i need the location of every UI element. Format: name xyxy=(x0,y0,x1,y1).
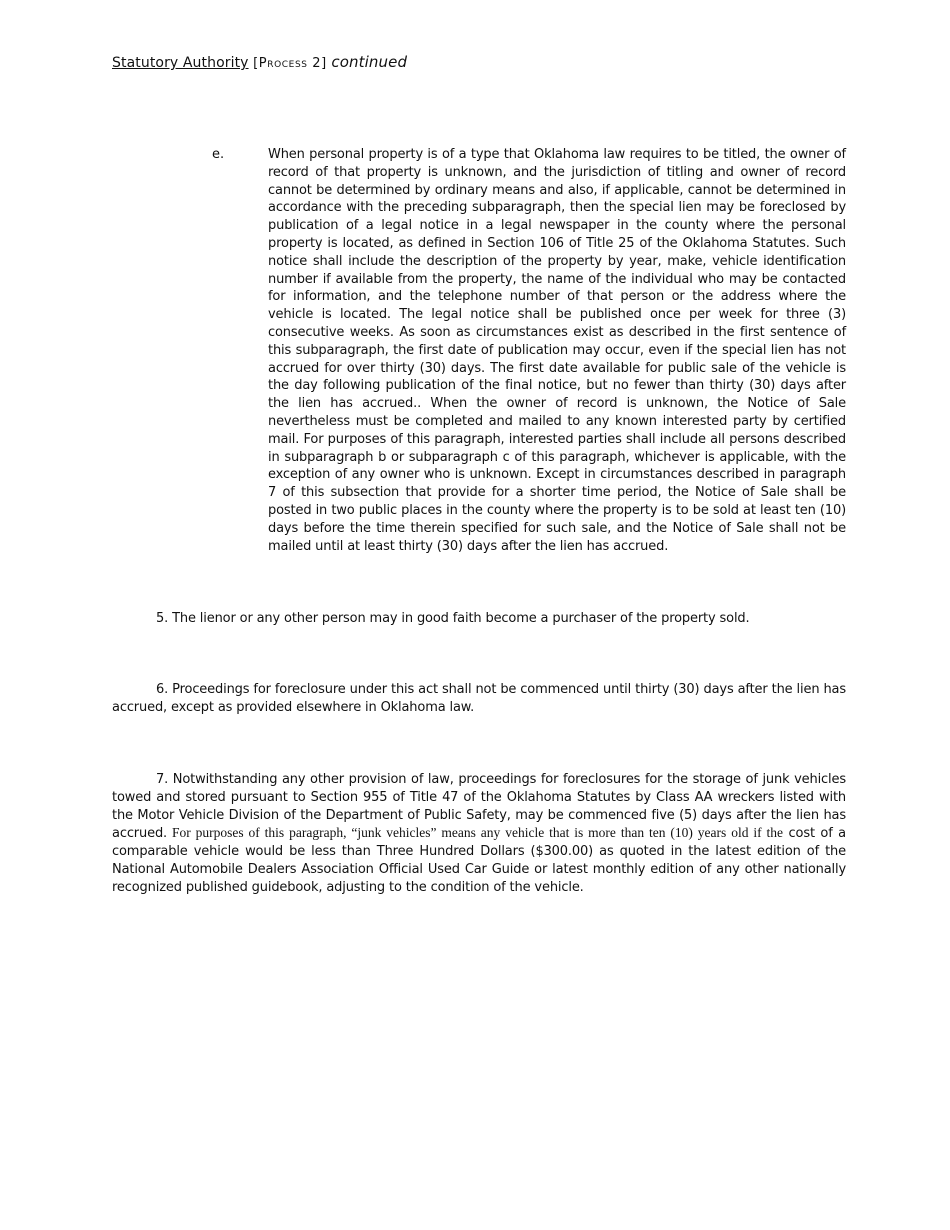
paragraph-5-text: 5. The lienor or any other person may in good faith become a purchaser of the property sold. xyxy=(156,611,750,626)
paragraph-6 xyxy=(112,681,846,717)
subparagraph-e-text: When personal property is of a type that Oklahoma law requires to be titled, the owner of record of that property is unknown, and the jurisdiction of titling and owner of record cannot be determined by ordinary means and also, if applicable, cannot be determined in accordance with the preceding subparagraph, then the special lien may be foreclosed by publication of a legal notice in a legal newspaper in the county where the personal property is located, as defined in Section 106 of Title 25 of the Oklahoma Statutes. Such notice shall include the description of the property by year, make, vehicle identification number if available from the property, the name of the individual who may be contacted for information, and the telephone number of that person or the address where the vehicle is located. The legal notice shall be published once per week for three (3) consecutive weeks. As soon as circumstances exist as described in the first sentence of this subparagraph, the first date of publication may occur, even if the special lien has not accrued for over thirty (30) days. The first date available for public sale of the vehicle is the day following publication of the final notice, but no fewer than thirty (30) days after the lien has accrued.. When the owner of record is unknown, the Notice of Sale nevertheless must be completed and mailed to any known interested party by certified mail. For purposes of this paragraph, interested parties shall include all persons described in subparagraph b or subparagraph c of this paragraph, whichever is applicable, with the exception of any owner who is unknown. Except in circumstances described in paragraph 7 of this subsection that provide for a shorter time period, the Notice of Sale shall be posted in two public places in the county where the property is to be sold at least ten (10) days before the time therein specified for such sale, and the Notice of Sale shall not be mailed until at least thirty (30) days after the lien has accrued. xyxy=(268,147,846,554)
subparagraph-e xyxy=(212,146,846,555)
paragraph-5 xyxy=(112,610,846,628)
header-section-title: Statutory Authority xyxy=(112,55,249,71)
paragraph-7-text-b: For purposes of this paragraph, “junk vehicles” means any vehicle that is more than ten (10) years old if the xyxy=(167,825,784,841)
paragraph-6-text: 6. Proceedings for foreclosure under this act shall not be commenced until thirty (30) days after the lien has accrued, except as provided elsewhere in Oklahoma law. xyxy=(112,682,846,715)
header-process-label: [Process 2] xyxy=(253,56,327,71)
header-continued: continued xyxy=(331,53,408,71)
paragraph-7 xyxy=(112,771,846,897)
paragraph-7-text-a: 7. Notwithstanding any other provision of law, proceedings for foreclosures for the storage of junk vehicles towed and stored pursuant to Section 955 of Title 47 of the Oklahoma Statutes by Class AA wreckers listed with the Motor Vehicle Division of the Department of Public Safety, may be commenced five (5) days after the lien has accrued. xyxy=(112,772,846,842)
paragraph-7-text-c: cost of a comparable vehicle would be less than Three Hundred Dollars ($300.00) as quoted in the latest edition of the National Automobile Dealers Association Official Used Car Guide or latest monthly edition of any other nationally recognized published guidebook, adjusting to the condition of the vehicle. xyxy=(112,826,846,895)
subparagraph-e-label: e. xyxy=(212,147,225,162)
page-header xyxy=(112,52,407,74)
